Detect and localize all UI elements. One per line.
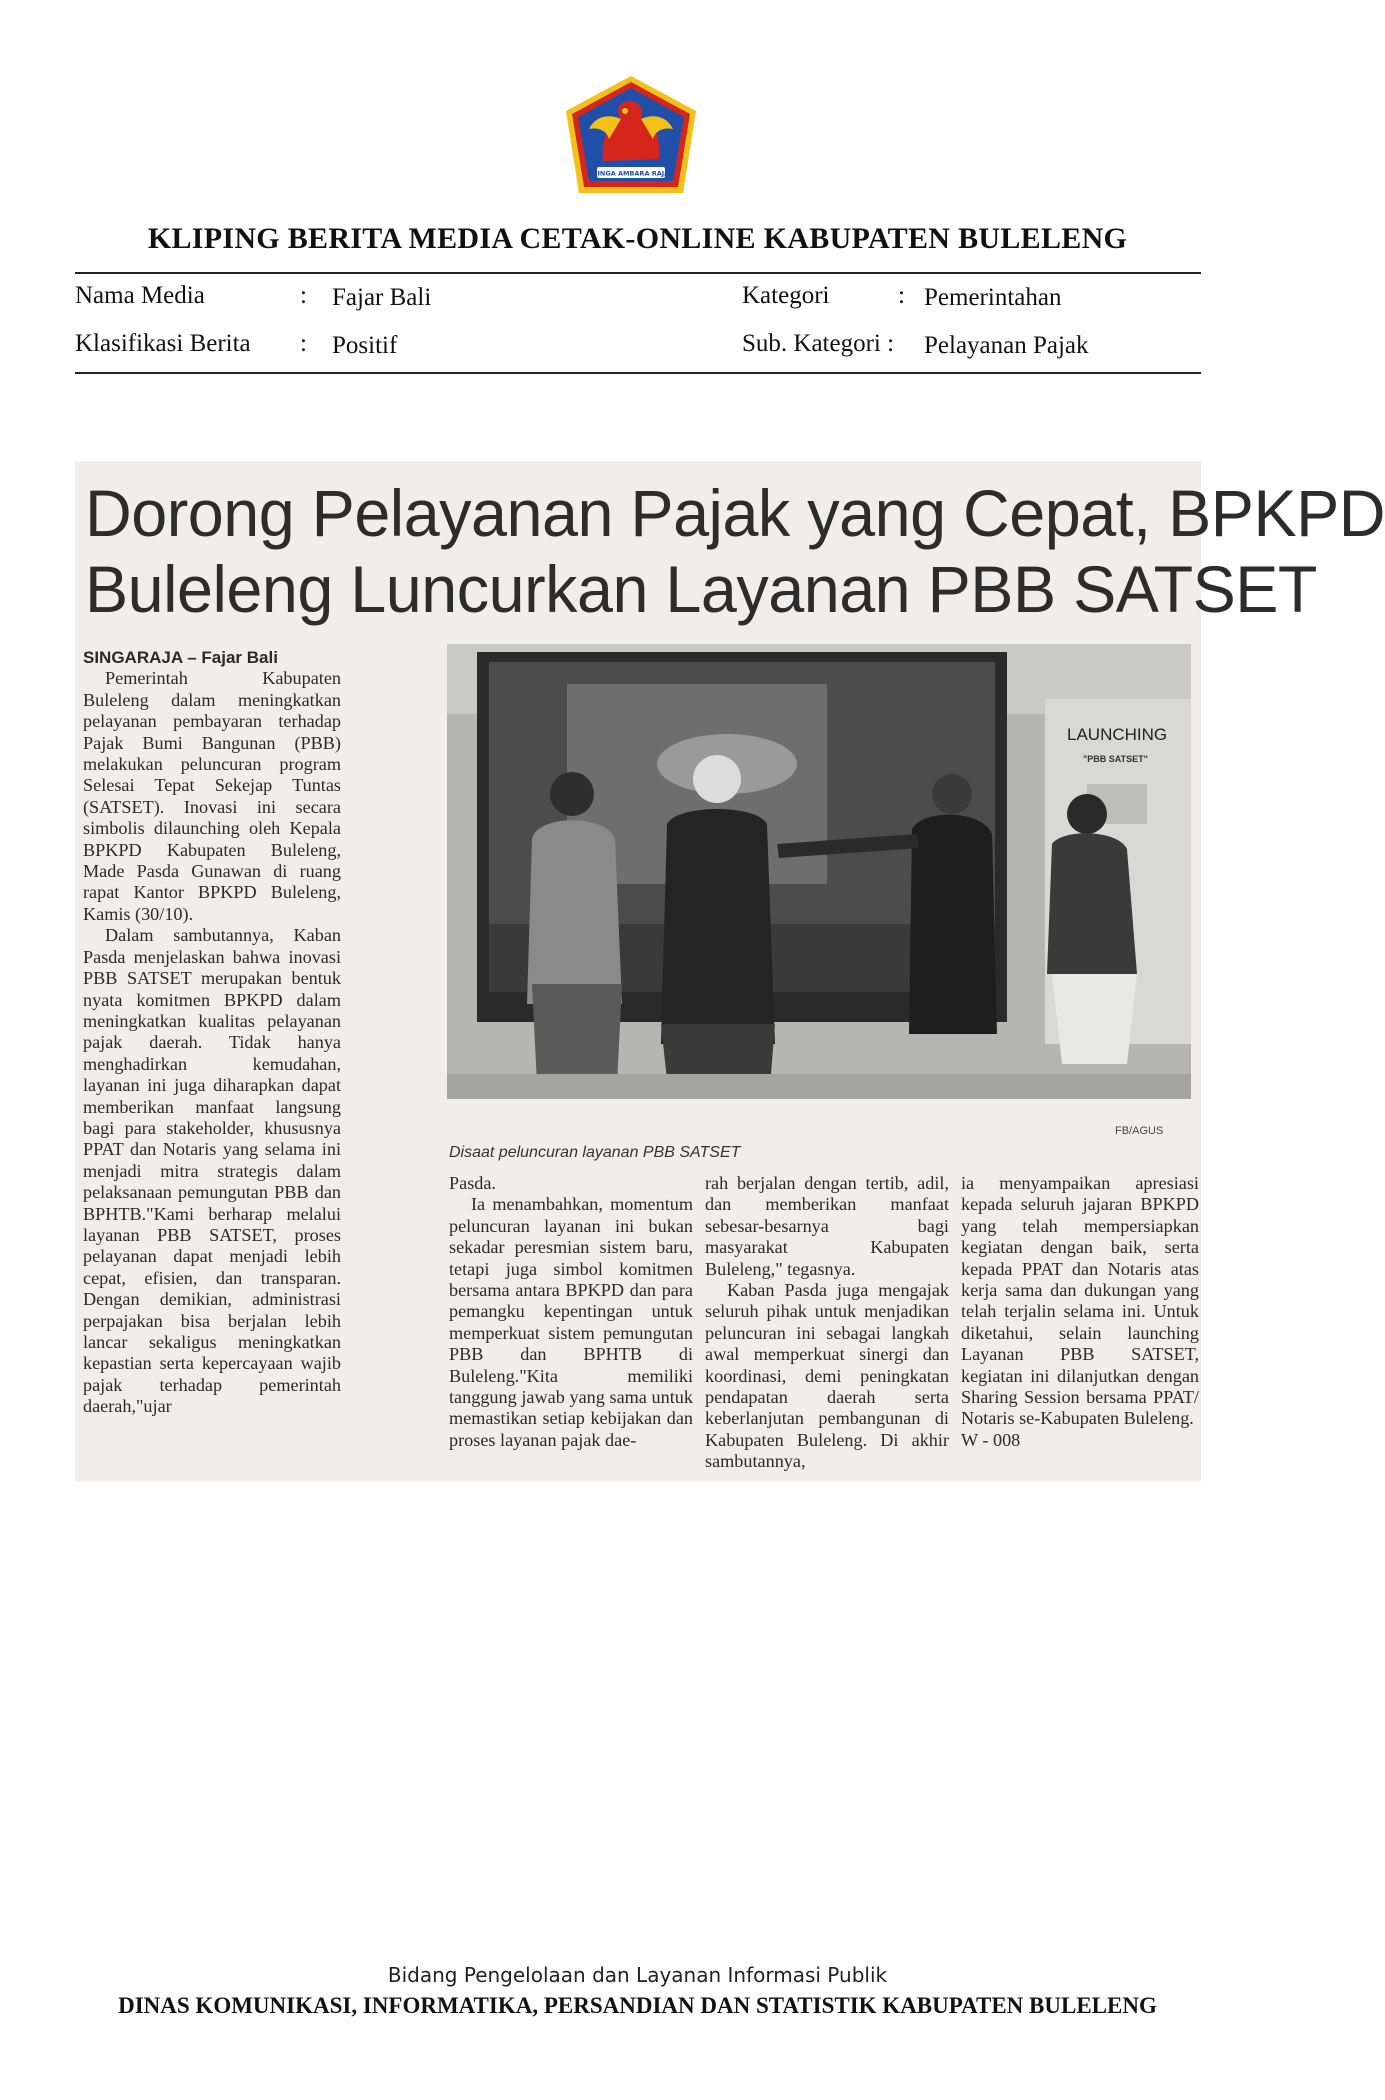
photo-caption: Disaat peluncuran layanan PBB SATSET — [449, 1144, 741, 1161]
article-headline-line1: Dorong Pelayanan Pajak yang Cepat, BPKPD — [85, 476, 1385, 550]
article-dateline: SINGARAJA – Fajar Bali — [83, 648, 278, 667]
svg-text:SINGA AMBARA RAJA: SINGA AMBARA RAJA — [592, 169, 670, 178]
article-column-2 — [449, 1173, 693, 1451]
nama-media-value: Fajar Bali — [332, 284, 432, 311]
article-column-4 — [961, 1173, 1199, 1451]
launching-photo-image — [447, 644, 1191, 1099]
nama-media-label: Nama Media — [75, 282, 205, 309]
article-column-1 — [83, 647, 341, 1418]
article-signature: W - 008 — [961, 1429, 1021, 1450]
article-photo — [447, 644, 1191, 1099]
svg-text:LAUNCHING: LAUNCHING — [1067, 725, 1168, 744]
kategori-label: Kategori — [742, 282, 830, 309]
article-paragraph: Pemerintah Kabupaten Buleleng dalam meningkatkan pelayanan pembayaran terhadap Pajak Bumi Bangunan (PBB) melakukan peluncuran program Selesai Tepat Sekejap Tuntas (SATSET). Inovasi ini secara simbolis dilaunching oleh Kepala BPKPD Kabupaten Buleleng, Made Pasda Gunawan di ruang rapat Kantor BPKPD Buleleng, Kamis (30/10). — [83, 668, 341, 924]
footer-agency: DINAS KOMUNIKASI, INFORMATIKA, PERSANDIAN DAN STATISTIK KABUPATEN BULELENG — [118, 1993, 1157, 2018]
article-paragraph: ia menyampaikan apresiasi kepada seluruh jajaran BPKPD yang telah mempersiapkan kegiatan dengan baik, serta kepada PPAT dan Notaris atas kerja sama dan dukungan yang telah terjalin selama ini. Untuk diketahui, selain launching Layanan PBB SATSET, kegiatan ini dilanjutkan dengan Sharing Session bersama PPAT/ Notaris se-Kabupaten Buleleng. — [961, 1173, 1199, 1429]
svg-text:"PBB SATSET": "PBB SATSET" — [1083, 754, 1148, 764]
article-paragraph: rah berjalan dengan tertib, adil, dan memberikan manfaat sebesar-besarnya bagi masyarakat Kabupaten Buleleng," tegasnya. — [705, 1173, 949, 1279]
lion-emblem-icon — [563, 73, 699, 201]
sub-kategori-value: Pelayanan Pajak — [924, 332, 1089, 359]
article-headline-line2: Buleleng Luncurkan Layanan PBB SATSET — [85, 552, 1317, 626]
sub-kategori-label: Sub. Kategori : — [742, 330, 895, 357]
article-paragraph: Ia menambahkan, momentum peluncuran layanan ini bukan sekadar peresmian sistem baru, tetapi juga simbol komitmen bersama antara BPKPD dan para pemangku kepentingan untuk memperkuat sistem pemungutan PBB dan BPHTB di Buleleng."Kita memiliki tanggung jawab yang sama untuk memastikan setiap kebijakan dan proses layanan pajak dae- — [449, 1194, 693, 1450]
meta-divider — [75, 372, 1201, 374]
klasifikasi-label: Klasifikasi Berita — [75, 330, 251, 357]
photo-credit: FB/AGUS — [1115, 1125, 1164, 1137]
article-paragraph: Dalam sambutannya, Kaban Pasda menjelaskan bahwa inovasi PBB SATSET merupakan bentuk nyata komitmen BPKPD dalam meningkatkan kualitas pelayanan pajak daerah. Tidak hanya menghadirkan kemudahan, layanan ini juga diharapkan dapat memberikan manfaat langsung bagi para stakeholder, khususnya PPAT dan Notaris yang selama ini menjadi mitra strategis dalam pelaksanaan pemungutan PBB dan BPHTB."Kami berharap melalui layanan PBB SATSET, proses pelayanan dapat menjadi lebih cepat, efisien, dan transparan. Dengan demikian, administrasi perpajakan bisa berjalan lebih lancar sekaligus meningkatkan kepastian serta kepercayaan wajib pajak terhadap pemerintah daerah,"ujar — [83, 925, 341, 1417]
newspaper-clipping — [75, 461, 1385, 1481]
header-divider — [75, 272, 1201, 274]
colon: : — [300, 330, 307, 357]
kategori-value: Pemerintahan — [924, 284, 1062, 311]
article-paragraph: Kaban Pasda juga mengajak seluruh pihak untuk menjadikan peluncuran ini sebagai langkah awal memperkuat sinergi dan koordinasi, demi peningkatan pendapatan daerah serta keberlanjutan pembangunan di Kabupaten Buleleng. Di akhir sambutannya, — [705, 1280, 949, 1472]
klasifikasi-value: Positif — [332, 332, 398, 359]
regency-logo — [563, 73, 699, 201]
clipping-title: KLIPING BERITA MEDIA CETAK-ONLINE KABUPATEN BULELENG — [147, 222, 1128, 255]
colon: : — [898, 282, 905, 309]
article-paragraph: Pasda. — [449, 1173, 496, 1193]
colon: : — [300, 282, 307, 309]
footer-division: Bidang Pengelolaan dan Layanan Informasi Publik — [387, 1963, 888, 1987]
article-column-3 — [705, 1173, 949, 1473]
